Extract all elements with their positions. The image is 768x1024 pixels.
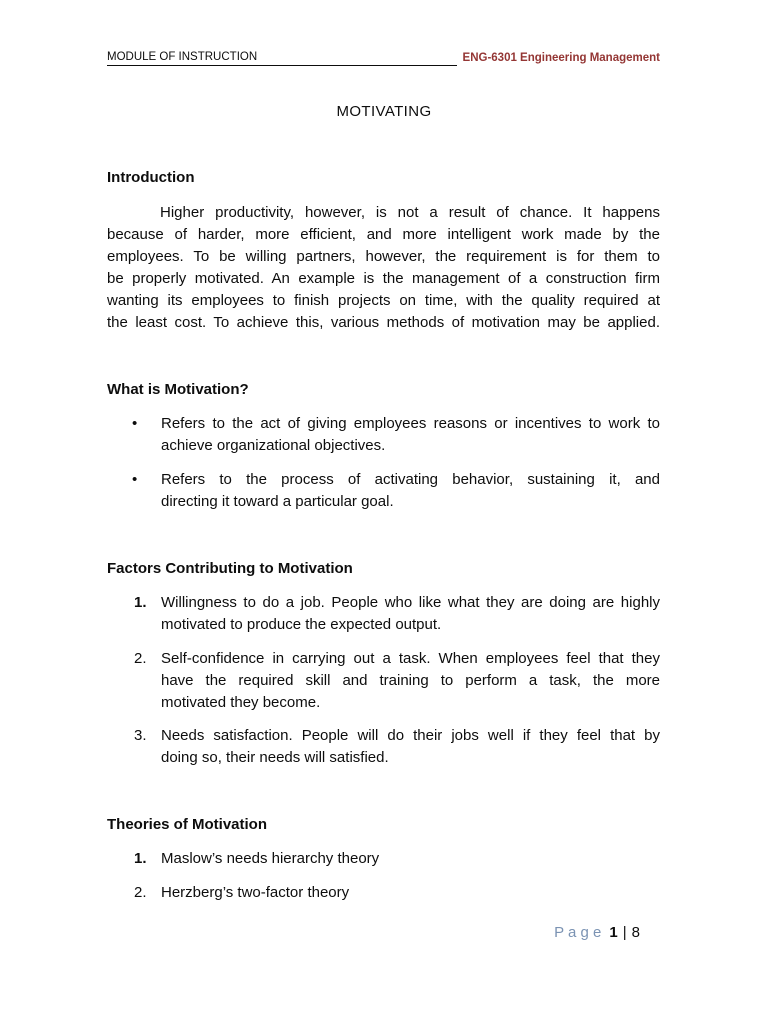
item-line: motivated they become. [161, 694, 321, 711]
course-title: ENG-6301 Engineering Management [462, 52, 660, 64]
numbered-item [107, 725, 660, 769]
bullet-icon: • [132, 471, 138, 488]
bullet-line: Refers to the process of activating behavior, sustaining it, and [161, 471, 660, 488]
section-heading-what-is-motivation: What is Motivation? [107, 381, 249, 398]
section-heading-theories: Theories of Motivation [107, 816, 268, 833]
paragraph-line: employees. To be willing partners, however, the requirement is for them to [107, 248, 660, 265]
section-heading-factors: Factors Contributing to Motivation [107, 560, 353, 577]
page-footer [554, 922, 640, 944]
item-line: Self-confidence in carrying out a task. When employees feel that they [161, 650, 660, 667]
bullet-item [107, 469, 660, 513]
numbered-item [107, 592, 660, 636]
page-separator: | [622, 924, 627, 941]
bullet-text [161, 413, 660, 457]
numbered-item [107, 882, 660, 904]
bullet-line: achieve organizational objectives. [161, 437, 386, 454]
item-line: have the required skill and training to perform a task, the more [161, 672, 660, 689]
section-heading-introduction: Introduction [107, 169, 195, 186]
bullet-text [161, 469, 660, 513]
item-line: doing so, their needs will satisfied. [161, 749, 389, 766]
item-number: 1. [134, 594, 147, 611]
bullet-line: directing it toward a particular goal. [161, 493, 394, 510]
item-line: motivated to produce the expected output. [161, 616, 442, 633]
item-number: 1. [134, 850, 147, 867]
page-header [107, 50, 660, 66]
item-number: 3. [134, 727, 147, 744]
bullet-item [107, 413, 660, 457]
item-text [161, 592, 660, 636]
item-text [161, 725, 660, 769]
module-label: MODULE OF INSTRUCTION [107, 51, 258, 63]
item-number: 2. [134, 884, 147, 901]
page-word: P a g e [554, 924, 602, 941]
bullet-line: Refers to the act of giving employees reasons or incentives to work to [161, 415, 660, 432]
item-number: 2. [134, 650, 147, 667]
item-line: Maslow’s needs hierarchy theory [161, 850, 380, 867]
item-line: Willingness to do a job. People who like what they are doing are highly [161, 594, 660, 611]
header-underline-rule [107, 50, 457, 66]
item-text [161, 848, 660, 870]
paragraph-line: wanting its employees to finish projects on time, with the quality required at [107, 292, 660, 309]
total-pages: 8 [631, 924, 640, 941]
paragraph-line: the least cost. To achieve this, various methods of motivation may be applied. [107, 314, 660, 331]
item-line: Needs satisfaction. People will do their jobs well if they feel that by [161, 727, 660, 744]
item-text [161, 648, 660, 714]
numbered-item [107, 848, 660, 870]
paragraph-line: Higher productivity, however, is not a result of chance. It happens [160, 204, 660, 221]
item-line: Herzberg’s two-factor theory [161, 884, 350, 901]
document-title: MOTIVATING [336, 103, 432, 120]
paragraph-line: be properly motivated. An example is the management of a construction firm [107, 270, 660, 287]
page-number: 1 [609, 924, 618, 941]
numbered-item [107, 648, 660, 714]
item-text [161, 882, 660, 904]
bullet-icon: • [132, 415, 138, 432]
paragraph-line: because of harder, more efficient, and more intelligent work made by the [107, 226, 660, 243]
introduction-paragraph [107, 202, 660, 334]
